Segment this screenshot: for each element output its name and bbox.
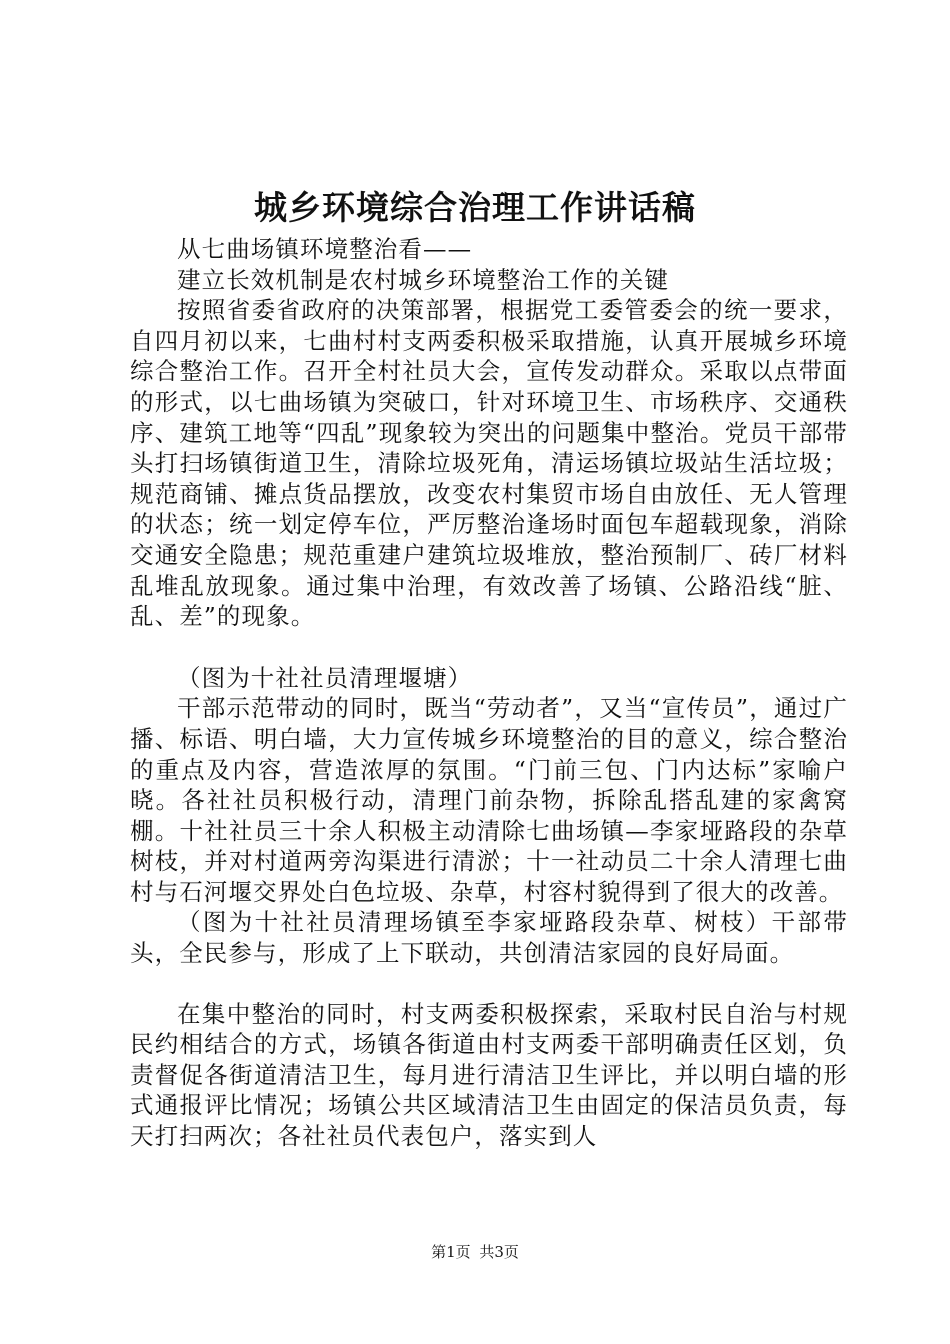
page-footer [0,1242,950,1262]
document-title: 城乡环境综合治理工作讲话稿 [254,188,696,227]
page-number: 第1页 [431,1243,471,1261]
document-body [130,234,848,1152]
paragraph-1: 按照省委省政府的决策部署，根据党工委管委会的统一要求，自四月初以来，七曲村村支两委积极采取措施，认真开展城乡环境综合整治工作。召开全村社员大会，宣传发动群众。采取以点带面的形式，以七曲场镇为突破口，针对环境卫生、市场秩序、交通秩序、建筑工地等“四乱”现象较为突出的问题集中整治。党员干部带头打扫场镇街道卫生，清除垃圾死角，清运场镇垃圾站生活垃圾；规范商铺、摊点货品摆放，改变农村集贸市场自由放任、无人管理的状态；统一划定停车位，严厉整治逢场时面包车超载现象，消除交通安全隐患；规范重建户建筑垃圾堆放，整治预制厂、砖厂材料乱堆乱放现象。通过集中治理，有效改善了场镇、公路沿线“脏、乱、差”的现象。 [130,296,848,631]
paragraph-4: 在集中整治的同时，村支两委积极探索，采取村民自治与村规民约相结合的方式，场镇各街道由村支两委干部明确责任区划，负责督促各街道清洁卫生，每月进行清洁卫生评比，并以明白墙的形式通报评比情况；场镇公共区域清洁卫生由固定的保洁员负责，每天打扫两次；各社社员代表包户，落实到人 [130,999,848,1151]
paragraph-3: （图为十社社员清理场镇至李家垭路段杂草、树枝）干部带头，全民参与，形成了上下联动，共创清洁家园的良好局面。 [130,908,848,968]
subtitle-line-1: 从七曲场镇环境整治看—— [177,235,473,263]
page-total: 共3页 [479,1243,519,1261]
photo-caption-1: （图为十社社员清理堰塘） [177,663,473,692]
subtitle-line-2: 建立长效机制是农村城乡环境整治工作的关键 [177,265,669,294]
paragraph-2: 干部示范带动的同时，既当“劳动者”，又当“宣传员”，通过广播、标语、明白墙，大力宣传城乡环境整治的目的意义，综合整治的重点及内容，营造浓厚的氛围。“门前三包、门内达标”家喻户晓。各社社员积极行动，清理门前杂物，拆除乱搭乱建的家禽窝棚。十社社员三十余人积极主动清除七曲场镇—李家垭路段的杂草树枝，并对村道两旁沟渠进行清淤；十一社动员二十余人清理七曲村与石河堰交界处白色垃圾、杂草，村容村貌得到了很大的改善。 [130,694,848,906]
